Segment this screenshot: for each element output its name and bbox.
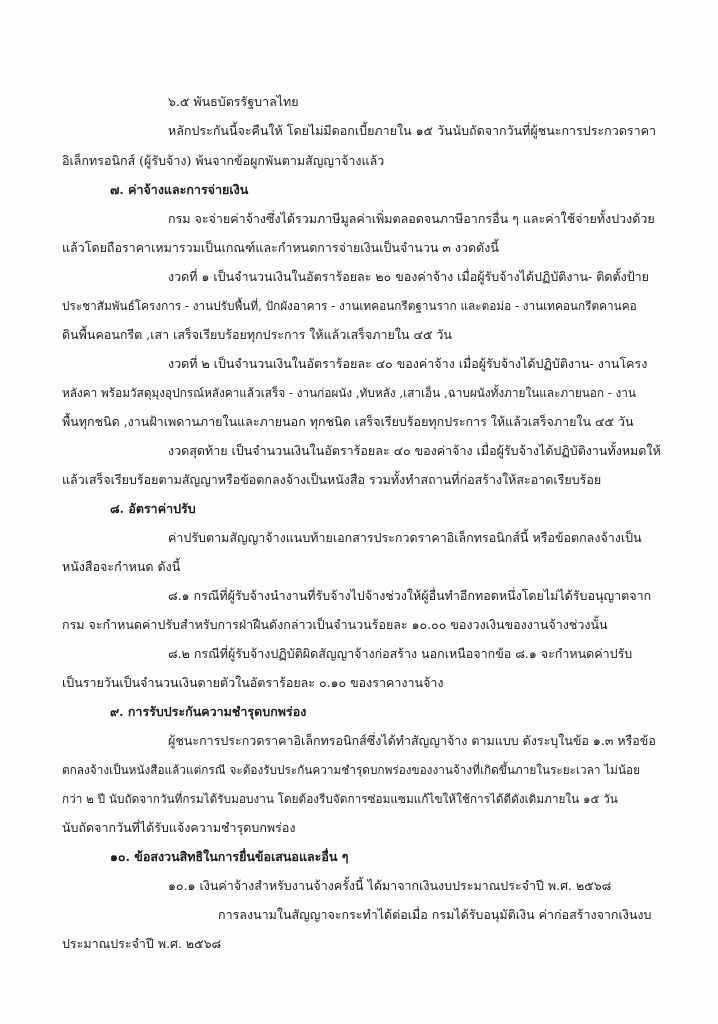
text-line: ๘.๒ กรณีที่ผู้รับจ้างปฏิบัติผิดสัญญาจ้างก่อสร้าง นอกเหนือจากข้อ ๘.๑ จะกำหนดค่าปรับ <box>168 646 633 661</box>
text-line: หลังคา พร้อมวัสดุมุงอุปกรณ์หลังคาแล้วเสร็จ - งานก่อผนัง ,ทับหลัง ,เสาเอ็น ,ฉาบผนังทั้งภายในและภายนอก - งาน <box>62 386 636 400</box>
text-line: ประมาณประจำปี พ.ศ. ๒๕๖๘ <box>62 936 222 951</box>
section-7-heading: ๗. ค่าจ้างและการจ่ายเงิน <box>110 182 249 197</box>
clause-6-5-line: ๖.๕ พันธบัตรรัฐบาลไทย <box>168 94 299 109</box>
text-line: หนังสือจะกำหนด ดังนี้ <box>62 559 181 574</box>
text-line: ดินพื้นคอนกรีต ,เสา เสร็จเรียบร้อยทุกประการ ให้แล้วเสร็จภายใน ๔๕ วัน <box>62 327 452 342</box>
text-line: ตกลงจ้างเป็นหนังสือแล้วแต่กรณี จะต้องรับประกันความชำรุดบกพร่องของงานจ้างที่เกิดขึ้นภายในระยะเวลา ไม่น้อย <box>62 763 641 777</box>
text-line: กว่า ๒ ปี นับถัดจากวันที่กรมได้รับมอบงาน โดยต้องรีบจัดการซ่อมแซมแก้ไขให้ใช้การได้ดีดังเดิมภายใน ๑๕ วัน <box>62 792 618 806</box>
text-line: หลักประกันนี้จะคืนให้ โดยไม่มีดอกเบี้ยภายใน ๑๕ วันนับถัดจากวันที่ผู้ชนะการประกวดราคา <box>168 123 656 138</box>
text-line: กรม จะจ่ายค่าจ้างซึ่งได้รวมภาษีมูลค่าเพิ่มตลอดจนภาษีอากรอื่น ๆ และค่าใช้จ่ายทั้งปวงด้วย <box>168 211 655 226</box>
text-line: กรม จะกำหนดค่าปรับสำหรับการฝ่าฝืนดังกล่าวเป็นจำนวนร้อยละ ๑๐.๐๐ ของวงเงินของงานจ้างช่วงนั้น <box>62 617 608 632</box>
text-line: ๘.๑ กรณีที่ผู้รับจ้างนำงานที่รับจ้างไปจ้างช่วงให้ผู้อื่นทำอีกทอดหนึ่งโดยไม่ได้รับอนุญาตจาก <box>168 588 652 603</box>
text-line: พื้นทุกชนิด ,งานฝ้าเพดานภายในและภายนอก ทุกชนิด เสร็จเรียบร้อยทุกประการ ให้แล้วเสร็จภายใน ๔๕ วัน <box>62 414 634 429</box>
text-line: งวดสุดท้าย เป็นจำนวนเงินในอัตราร้อยละ ๔๐ ของค่าจ้าง เมื่อผู้รับจ้างได้ปฏิบัติงานทั้งหมดให้ <box>168 443 661 458</box>
text-line: งวดที่ ๒ เป็นจำนวนเงินในอัตราร้อยละ ๔๐ ของค่าจ้าง เมื่อผู้รับจ้างได้ปฏิบัติงาน- งานโครง <box>168 356 648 371</box>
section-9-heading: ๙. การรับประกันความชำรุดบกพร่อง <box>110 704 307 719</box>
section-8-heading: ๘. อัตราค่าปรับ <box>110 501 196 516</box>
text-line: การลงนามในสัญญาจะกระทำได้ต่อเมื่อ กรมได้รับอนุมัติเงิน ค่าก่อสร้างจากเงินงบ <box>218 907 652 922</box>
section-10-heading: ๑๐. ข้อสงวนสิทธิในการยื่นข้อเสนอและอื่น ๆ <box>110 849 349 864</box>
text-line: ผู้ชนะการประกวดราคาอิเล็กทรอนิกส์ซึ่งได้ทำสัญญาจ้าง ตามแบบ ดังระบุในข้อ ๑.๓ หรือข้อ <box>168 733 656 748</box>
text-line: แล้วเสร็จเรียบร้อยตามสัญญาหรือข้อตกลงจ้างเป็นหนังสือ รวมทั้งทำสถานที่ก่อสร้างให้สะอาดเรียบร้อย <box>62 472 602 487</box>
text-line: ค่าปรับตามสัญญาจ้างแนบท้ายเอกสารประกวดราคาอิเล็กทรอนิกส์นี้ หรือข้อตกลงจ้างเป็น <box>168 530 642 545</box>
text-line: นับถัดจากวันที่ได้รับแจ้งความชำรุดบกพร่อง <box>62 820 296 835</box>
text-line: เป็นรายวันเป็นจำนวนเงินตายตัวในอัตราร้อยละ ๐.๑๐ ของราคางานจ้าง <box>62 675 444 690</box>
text-line: งวดที่ ๑ เป็นจำนวนเงินในอัตราร้อยละ ๒๐ ของค่าจ้าง เมื่อผู้รับจ้างได้ปฏิบัติงาน- ติดตั้งป้าย <box>168 269 650 284</box>
text-line: ๑๐.๑ เงินค่าจ้างสำหรับงานจ้างครั้งนี้ ได้มาจากเงินงบประมาณประจำปี พ.ศ. ๒๕๖๘ <box>168 878 612 893</box>
text-line: แล้วโดยถือราคาเหมารวมเป็นเกณฑ์และกำหนดการจ่ายเงินเป็นจำนวน ๓ งวดดังนี้ <box>62 240 499 255</box>
text-line: ประชาสัมพันธ์โครงการ - งานปรับพื้นที่, ปักผังอาคาร - งานเทคอนกรีตฐานราก และตอม่อ - งานเทคอนกรีตคานคอ <box>62 299 637 313</box>
text-line: อิเล็กทรอนิกส์ (ผู้รับจ้าง) พ้นจากข้อผูกพันตามสัญญาจ้างแล้ว <box>62 153 385 168</box>
